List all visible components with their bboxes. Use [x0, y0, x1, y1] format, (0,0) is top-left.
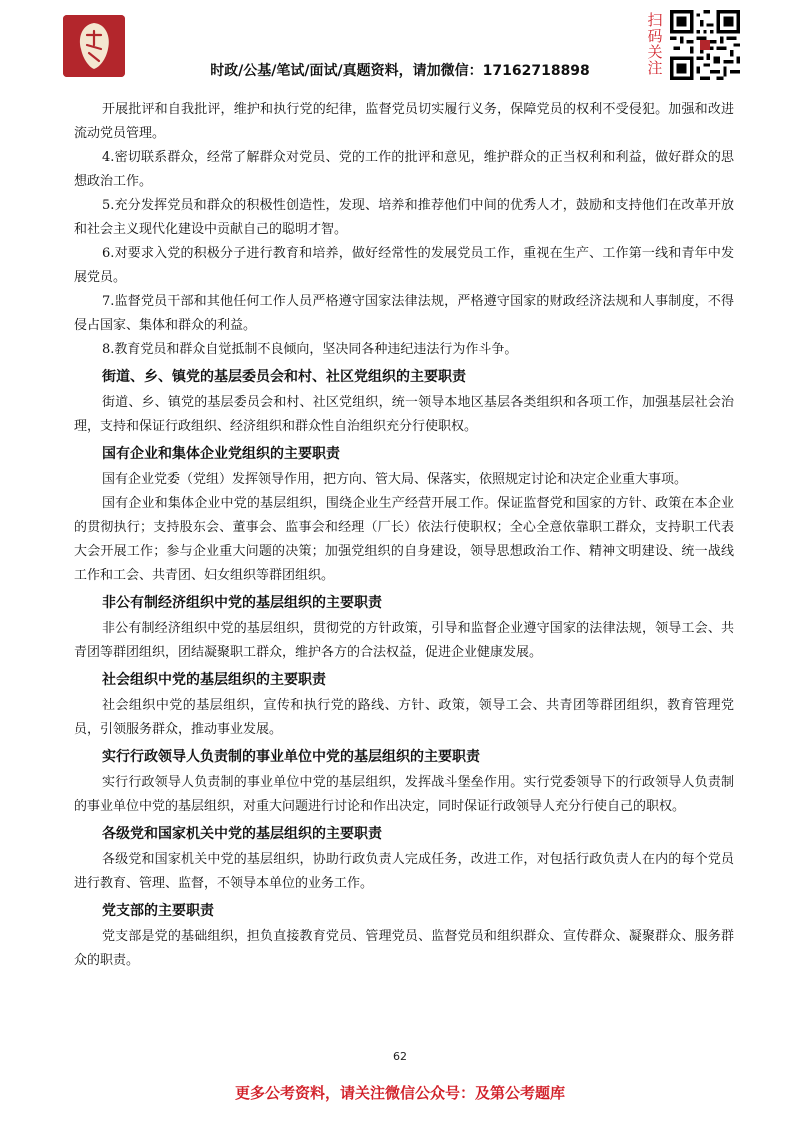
section-heading: 实行行政领导人负责制的事业单位中党的基层组织的主要职责 — [102, 749, 480, 765]
section-heading: 街道、乡、镇党的基层委员会和村、社区党组织的主要职责 — [102, 369, 466, 385]
paragraph: 非公有制经济组织中党的基层组织，贯彻党的方针政策，引导和监督企业遵守国家的法律法规，领导工会、共青团等群团组织，团结凝聚职工群众，维护各方的合法权益，促进企业健康发展。 — [74, 621, 734, 660]
paragraph: 国有企业和集体企业中党的基层组织，围绕企业生产经营开展工作。保证监督党和国家的方针、政策在本企业的贯彻执行；支持股东会、董事会、监事会和经理（厂长）依法行使职权；全心全意依靠职工群众，支持职工代表大会开展工作；参与企业重大问题的决策；加强党组织的自身建设，领导思想政治工作、精神文明建设、统一战线工作和工会、共青团、妇女组织等群团组织。 — [74, 496, 734, 583]
paragraph: 实行行政领导人负责制的事业单位中党的基层组织，发挥战斗堡垒作用。实行党委领导下的行政领导人负责制的事业单位中党的基层组织，对重大问题进行讨论和作出决定，同时保证行政领导人充分行使自己的职权。 — [74, 775, 734, 814]
section-heading: 非公有制经济组织中党的基层组织的主要职责 — [102, 595, 382, 611]
paragraph: 6.对要求入党的积极分子进行教育和培养，做好经常性的发展党员工作，重视在生产、工作第一线和青年中发展党员。 — [74, 246, 734, 285]
paragraph: 5.充分发挥党员和群众的积极性创造性，发现、培养和推荐他们中间的优秀人才，鼓励和支持他们在改革开放和社会主义现代化建设中贡献自己的聪明才智。 — [74, 198, 734, 237]
paragraph: 社会组织中党的基层组织，宣传和执行党的路线、方针、政策，领导工会、共青团等群团组织，教育管理党员，引领服务群众，推动事业发展。 — [74, 698, 734, 737]
section-heading: 社会组织中党的基层组织的主要职责 — [102, 672, 326, 688]
document-body — [74, 98, 734, 973]
paragraph: 各级党和国家机关中党的基层组织，协助行政负责人完成任务，改进工作，对包括行政负责人在内的每个党员进行教育、管理、监督，不领导本单位的业务工作。 — [74, 852, 734, 891]
page-number: 62 — [393, 1050, 407, 1063]
section-heading: 各级党和国家机关中党的基层组织的主要职责 — [102, 826, 382, 842]
paragraph: 国有企业党委（党组）发挥领导作用，把方向、管大局、保落实，依照规定讨论和决定企业重大事项。 — [102, 472, 688, 487]
footer-promo-text: 更多公考资料，请关注微信公众号：及第公考题库 — [234, 1084, 565, 1102]
paragraph: 党支部是党的基础组织，担负直接教育党员、管理党员、监督党员和组织群众、宣传群众、凝聚群众、服务群众的职责。 — [74, 929, 734, 968]
paragraph: 7.监督党员干部和其他任何工作人员严格遵守国家法律法规，严格遵守国家的财政经济法规和人事制度，不得侵占国家、集体和群众的利益。 — [74, 294, 734, 333]
paragraph: 4.密切联系群众，经常了解群众对党员、党的工作的批评和意见，维护群众的正当权利和利益，做好群众的思想政治工作。 — [74, 150, 734, 189]
paragraph: 开展批评和自我批评，维护和执行党的纪律，监督党员切实履行义务，保障党员的权利不受侵犯。加强和改进流动党员管理。 — [74, 102, 734, 141]
section-heading: 党支部的主要职责 — [102, 903, 214, 919]
paragraph: 8.教育党员和群众自觉抵制不良倾向，坚决同各种违纪违法行为作斗争。 — [102, 342, 518, 357]
section-heading: 国有企业和集体企业党组织的主要职责 — [102, 446, 340, 462]
paragraph: 街道、乡、镇党的基层委员会和村、社区党组织，统一领导本地区基层各类组织和各项工作，加强基层社会治理，支持和保证行政组织、经济组织和群众性自治组织充分行使职权。 — [74, 395, 734, 434]
scan-follow-label: 扫码关注 — [647, 11, 663, 77]
header-banner-text: 时政/公基/笔试/面试/真题资料，请加微信：17162718898 — [210, 63, 590, 79]
